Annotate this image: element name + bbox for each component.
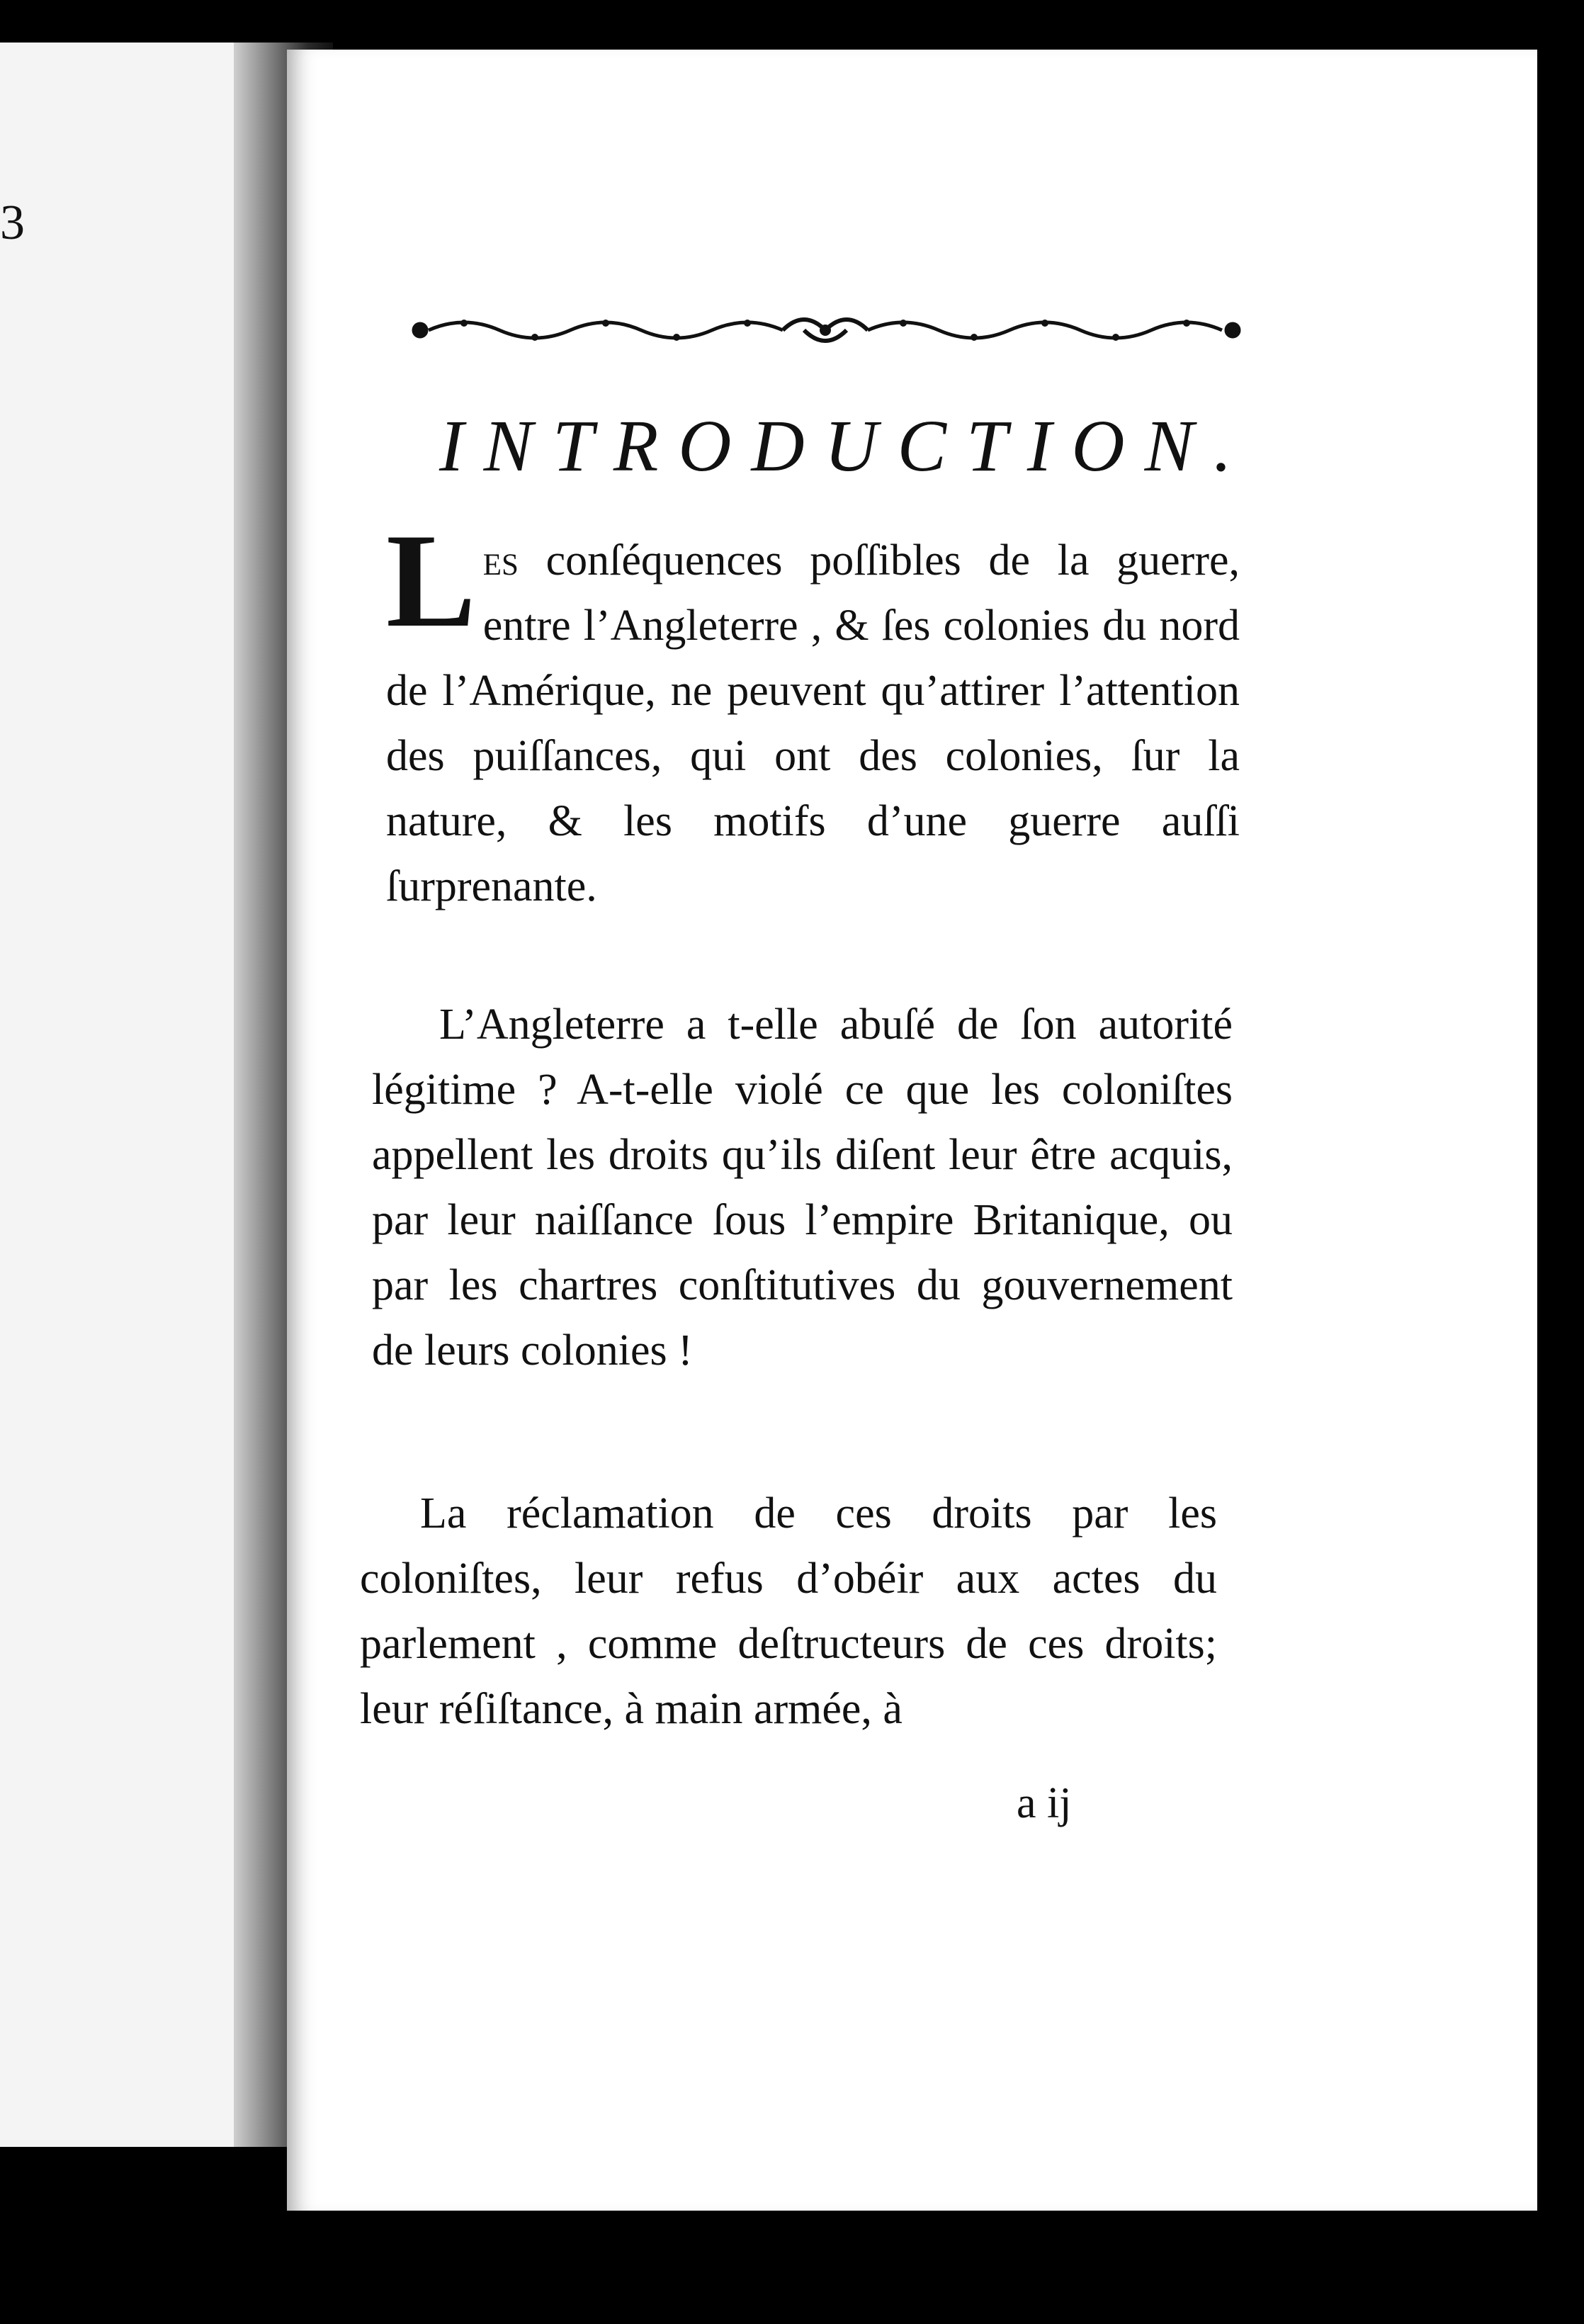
signature-mark: a ij <box>1017 1779 1072 1827</box>
paragraph-1-first-word: es <box>482 536 519 585</box>
drop-cap: L <box>386 507 476 655</box>
paragraph-2: L’Angleterre a t-elle abuſé de ſon autorité légitime ? A-t-elle violé ce que les coloniſtes appellent les droits qu’ils diſent leur être acquis, par leur naiſſance ſous l’empire Britanique, ou par les chartres conſtitutives du gouvernement de leurs colonies ! <box>372 1000 1233 1375</box>
decorative-headpiece-ornament <box>407 305 1243 354</box>
paragraph-1 <box>386 507 1240 919</box>
page-title: INTRODUCTION. <box>439 405 1252 487</box>
left-page-edge-char: 3 <box>0 196 25 250</box>
paragraph-1-text: conſéquences poſſibles de la guerre, entre l’Angleterre , & ſes colonies du nord de l’Amérique, ne peuvent qu’attirer l’attention des puiſſances, qui ont des colonies, ſur la nature, & les motifs d’une guerre auſſi ſurprenante. <box>386 536 1240 910</box>
paragraph-3: La réclamation de ces droits par les coloniſtes, leur refus d’obéir aux actes du parlement , comme deſtructeurs de ces droits; leur réſiſtance, à main armée, à <box>360 1489 1217 1733</box>
left-page <box>0 43 234 2147</box>
